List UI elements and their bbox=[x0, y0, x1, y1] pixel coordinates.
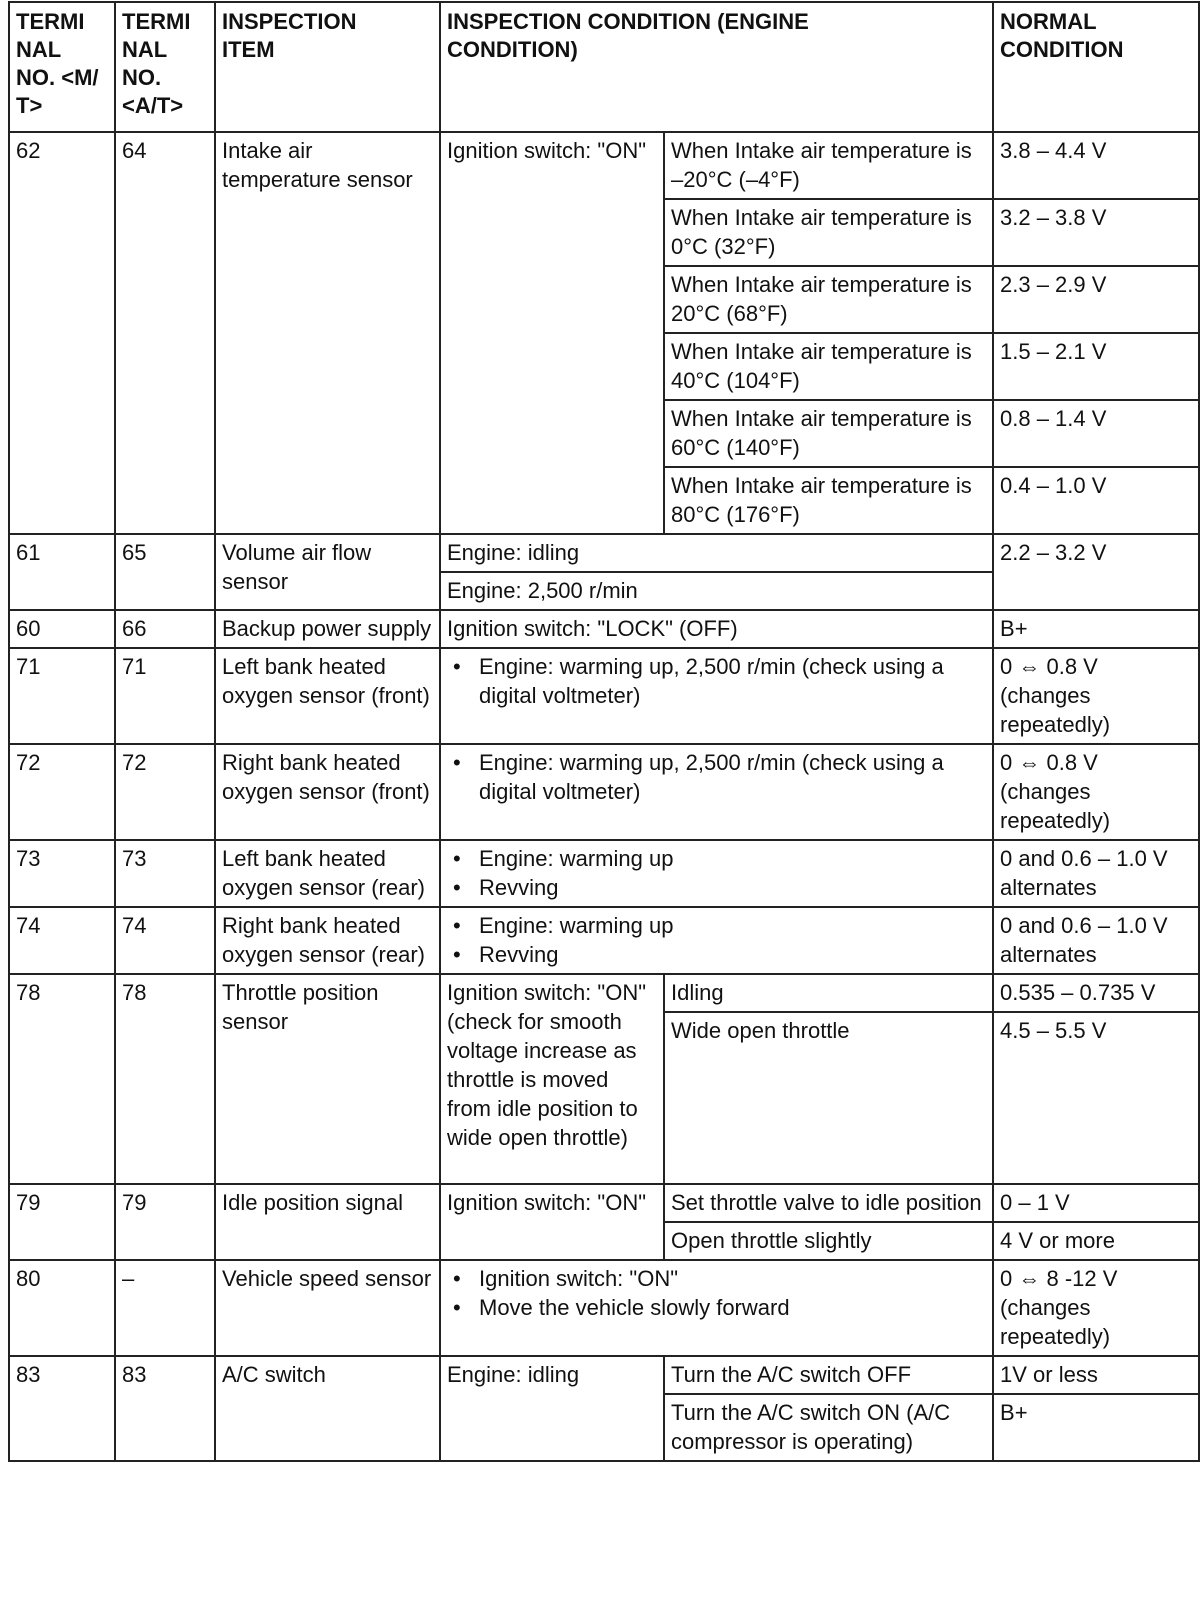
condition-cell: Engine: 2,500 r/min bbox=[440, 572, 993, 610]
condition-cell: Ignition switch: "ON" bbox=[440, 1184, 664, 1260]
normal-condition-cell: 0 and 0.6 – 1.0 V alternates bbox=[993, 840, 1199, 907]
inspection-item-cell: Right bank heated oxygen sensor (rear) bbox=[215, 907, 440, 974]
normal-condition-cell: 4 V or more bbox=[993, 1222, 1199, 1260]
table-row bbox=[9, 648, 1199, 744]
normal-condition-cell: 0 – 1 V bbox=[993, 1184, 1199, 1222]
table-row bbox=[9, 1184, 1199, 1222]
normal-condition-cell: 2.2 – 3.2 V bbox=[993, 534, 1199, 610]
sub-condition-cell: Wide open throttle bbox=[664, 1012, 993, 1184]
terminal-mt-cell: 78 bbox=[9, 974, 115, 1184]
condition-cell: Ignition switch: "ON" bbox=[440, 132, 664, 534]
condition-bullet: • Engine: warming up, 2,500 r/min (check using a digital voltmeter) bbox=[447, 748, 986, 806]
inspection-item-cell: Vehicle speed sensor bbox=[215, 1260, 440, 1356]
table-row bbox=[9, 1356, 1199, 1394]
normal-condition-cell: 2.3 – 2.9 V bbox=[993, 266, 1199, 333]
terminal-at-cell: 73 bbox=[115, 840, 215, 907]
header-terminal-at: TERMI NAL NO. <A/T> bbox=[115, 2, 215, 132]
table-row bbox=[9, 534, 1199, 572]
table-row bbox=[9, 974, 1199, 1012]
condition-bullet: • Ignition switch: "ON" bbox=[447, 1264, 986, 1293]
condition-bullet-list bbox=[447, 1264, 986, 1322]
table-header-row bbox=[9, 2, 1199, 132]
condition-cell bbox=[440, 1260, 993, 1356]
header-inspection-item: INSPECTION ITEM bbox=[215, 2, 440, 132]
terminal-mt-cell: 71 bbox=[9, 648, 115, 744]
condition-bullet: • Revving bbox=[447, 873, 986, 902]
inspection-item-cell: Backup power supply bbox=[215, 610, 440, 648]
condition-cell bbox=[440, 840, 993, 907]
terminal-mt-cell: 60 bbox=[9, 610, 115, 648]
condition-cell bbox=[440, 648, 993, 744]
inspection-item-cell: Right bank heated oxygen sensor (front) bbox=[215, 744, 440, 840]
condition-bullet-list bbox=[447, 844, 986, 902]
condition-cell: Ignition switch: "ON" (check for smooth voltage increase as throttle is moved from idle position to wide open throttle) bbox=[440, 974, 664, 1184]
condition-bullet: • Revving bbox=[447, 940, 986, 969]
sub-condition-cell: When Intake air temperature is 80°C (176°F) bbox=[664, 467, 993, 534]
normal-condition-cell: 0 and 0.6 – 1.0 V alternates bbox=[993, 907, 1199, 974]
condition-bullet: • Engine: warming up bbox=[447, 844, 986, 873]
terminal-mt-cell: 62 bbox=[9, 132, 115, 534]
normal-condition-cell: 3.8 – 4.4 V bbox=[993, 132, 1199, 199]
sub-condition-cell: When Intake air temperature is 0°C (32°F) bbox=[664, 199, 993, 266]
normal-condition-cell: 1.5 – 2.1 V bbox=[993, 333, 1199, 400]
table-row bbox=[9, 610, 1199, 648]
sub-condition-cell: When Intake air temperature is 60°C (140°F) bbox=[664, 400, 993, 467]
table-row bbox=[9, 840, 1199, 907]
sub-condition-cell: When Intake air temperature is –20°C (–4°F) bbox=[664, 132, 993, 199]
sub-condition-cell: When Intake air temperature is 20°C (68°F) bbox=[664, 266, 993, 333]
terminal-mt-cell: 83 bbox=[9, 1356, 115, 1461]
terminal-at-cell: 65 bbox=[115, 534, 215, 610]
terminal-at-cell: 83 bbox=[115, 1356, 215, 1461]
sub-condition-cell: Turn the A/C switch ON (A/C compressor is operating) bbox=[664, 1394, 993, 1461]
normal-condition-cell: B+ bbox=[993, 610, 1199, 648]
terminal-mt-cell: 61 bbox=[9, 534, 115, 610]
terminal-at-cell: 74 bbox=[115, 907, 215, 974]
terminal-at-cell: 66 bbox=[115, 610, 215, 648]
terminal-mt-cell: 72 bbox=[9, 744, 115, 840]
sub-condition-cell: Open throttle slightly bbox=[664, 1222, 993, 1260]
normal-condition-cell: 0.4 – 1.0 V bbox=[993, 467, 1199, 534]
normal-condition-cell: 0 ⇔ 0.8 V (changes repeatedly) bbox=[993, 744, 1199, 840]
table-row bbox=[9, 132, 1199, 199]
inspection-item-cell: Left bank heated oxygen sensor (rear) bbox=[215, 840, 440, 907]
condition-bullet-list bbox=[447, 911, 986, 969]
condition-cell: Engine: idling bbox=[440, 534, 993, 572]
normal-condition-cell: 0 ⇔ 0.8 V (changes repeatedly) bbox=[993, 648, 1199, 744]
terminal-mt-cell: 74 bbox=[9, 907, 115, 974]
condition-bullet-list bbox=[447, 748, 986, 806]
header-normal-condition: NORMAL CONDITION bbox=[993, 2, 1199, 132]
sub-condition-cell: Turn the A/C switch OFF bbox=[664, 1356, 993, 1394]
normal-condition-cell: 0 ⇔ 8 -12 V (changes repeatedly) bbox=[993, 1260, 1199, 1356]
condition-cell: Ignition switch: "LOCK" (OFF) bbox=[440, 610, 993, 648]
normal-condition-cell: B+ bbox=[993, 1394, 1199, 1461]
terminal-at-cell: 79 bbox=[115, 1184, 215, 1260]
condition-bullet: • Move the vehicle slowly forward bbox=[447, 1293, 986, 1322]
terminal-at-cell: 78 bbox=[115, 974, 215, 1184]
table-row bbox=[9, 907, 1199, 974]
inspection-item-cell: Idle position signal bbox=[215, 1184, 440, 1260]
inspection-item-cell: A/C switch bbox=[215, 1356, 440, 1461]
sub-condition-cell: Set throttle valve to idle position bbox=[664, 1184, 993, 1222]
inspection-item-cell: Volume air flow sensor bbox=[215, 534, 440, 610]
header-inspection-condition: INSPECTION CONDITION (ENGINE CONDITION) bbox=[440, 2, 993, 132]
condition-cell bbox=[440, 744, 993, 840]
inspection-item-cell: Left bank heated oxygen sensor (front) bbox=[215, 648, 440, 744]
terminal-mt-cell: 79 bbox=[9, 1184, 115, 1260]
condition-bullet: • Engine: warming up, 2,500 r/min (check using a digital voltmeter) bbox=[447, 652, 986, 710]
normal-condition-cell: 0.535 – 0.735 V bbox=[993, 974, 1199, 1012]
condition-cell: Engine: idling bbox=[440, 1356, 664, 1461]
header-terminal-mt: TERMI NAL NO. <M/ T> bbox=[9, 2, 115, 132]
terminal-at-cell: 72 bbox=[115, 744, 215, 840]
terminal-mt-cell: 80 bbox=[9, 1260, 115, 1356]
condition-bullet: • Engine: warming up bbox=[447, 911, 986, 940]
normal-condition-cell: 3.2 – 3.8 V bbox=[993, 199, 1199, 266]
sub-condition-cell: Idling bbox=[664, 974, 993, 1012]
terminal-at-cell: 71 bbox=[115, 648, 215, 744]
inspection-item-cell: Throttle position sensor bbox=[215, 974, 440, 1184]
normal-condition-cell: 1V or less bbox=[993, 1356, 1199, 1394]
normal-condition-cell: 0.8 – 1.4 V bbox=[993, 400, 1199, 467]
inspection-item-cell: Intake air temperature sensor bbox=[215, 132, 440, 534]
condition-cell bbox=[440, 907, 993, 974]
normal-condition-cell: 4.5 – 5.5 V bbox=[993, 1012, 1199, 1184]
sub-condition-cell: When Intake air temperature is 40°C (104°F) bbox=[664, 333, 993, 400]
terminal-mt-cell: 73 bbox=[9, 840, 115, 907]
terminal-at-cell: – bbox=[115, 1260, 215, 1356]
condition-bullet-list bbox=[447, 652, 986, 710]
terminal-inspection-table bbox=[8, 1, 1200, 1462]
table-row bbox=[9, 1260, 1199, 1356]
table-row bbox=[9, 744, 1199, 840]
terminal-at-cell: 64 bbox=[115, 132, 215, 534]
